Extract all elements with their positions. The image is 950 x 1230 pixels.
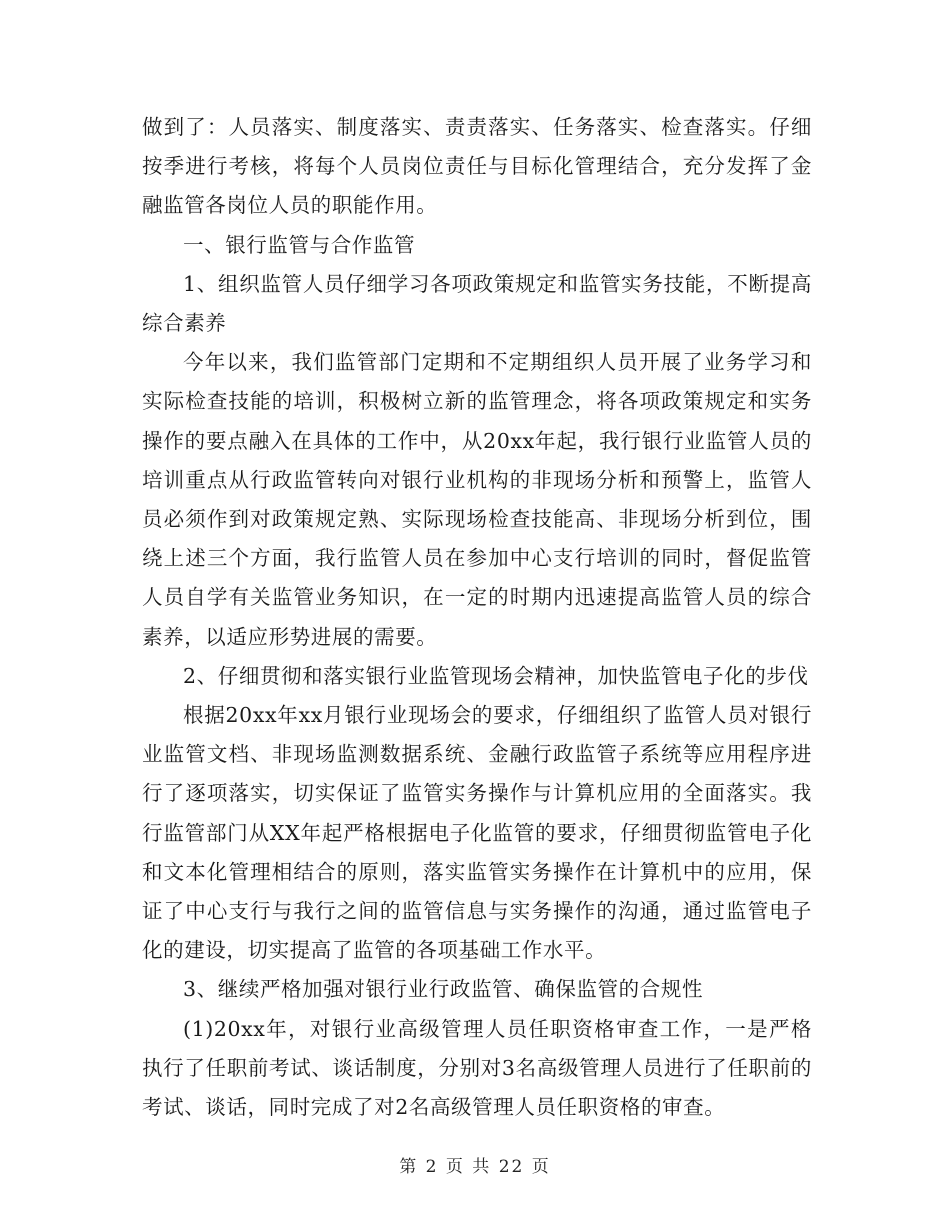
- page-number-footer: 第 2 页 共 22 页: [399, 1157, 551, 1177]
- subheading-1-training: 1、组织监管人员仔细学习各项政策规定和监管实务技能，不断提高综合素养: [142, 271, 812, 336]
- paragraph-1: 做到了：人员落实、制度落实、责责落实、任务落实、检查落实。仔细按季进行考核，将每个人员岗位责任与目标化管理结合，充分发挥了金融监管各岗位人员的职能作用。: [142, 115, 812, 218]
- subheading-2-electronic-supervision: 2、仔细贯彻和落实银行业监管现场会精神，加快监管电子化的步伐: [183, 663, 809, 688]
- subheading-3-administrative-supervision: 3、继续严格加强对银行业行政监管、确保监管的合规性: [183, 977, 704, 1002]
- document-body: [142, 108, 812, 1127]
- section-heading-banking-supervision: 一、银行监管与合作监管: [183, 232, 416, 257]
- paragraph-training-details: 今年以来，我们监管部门定期和不定期组织人员开展了业务学习和实际检查技能的培训，积极树立新的监管理念，将各项政策规定和实务操作的要点融入在具体的工作中，从20xx年起，我行银行业监管人员的培训重点从行政监管转向对银行业机构的非现场分析和预警上，监管人员必须作到对政策规定熟、实际现场检查技能高、非现场分析到位，围绕上述三个方面，我行监管人员在参加中心支行培训的同时，督促监管人员自学有关监管业务知识，在一定的时期内迅速提高监管人员的综合素养，以适应形势进展的需要。: [142, 350, 812, 649]
- paragraph-electronic-supervision: 根据20xx年xx月银行业现场会的要求，仔细组织了监管人员对银行业监管文档、非现场监测数据系统、金融行政监管子系统等应用程序进行了逐项落实，切实保证了监管实务操作与计算机应用的全面落实。我行监管部门从XX年起严格根据电子化监管的要求，仔细贯彻监管电子化和文本化管理相结合的原则，落实监管实务操作在计算机中的应用，保证了中心支行与我行之间的监管信息与实务操作的沟通，通过监管电子化的建设，切实提高了监管的各项基础工作水平。: [142, 703, 812, 963]
- paragraph-qualification-review: (1)20xx年，对银行业高级管理人员任职资格审查工作，一是严格执行了任职前考试、谈话制度，分别对3名高级管理人员进行了任职前的考试、谈话，同时完成了对2名高级管理人员任职资格的审查。: [142, 1016, 812, 1120]
